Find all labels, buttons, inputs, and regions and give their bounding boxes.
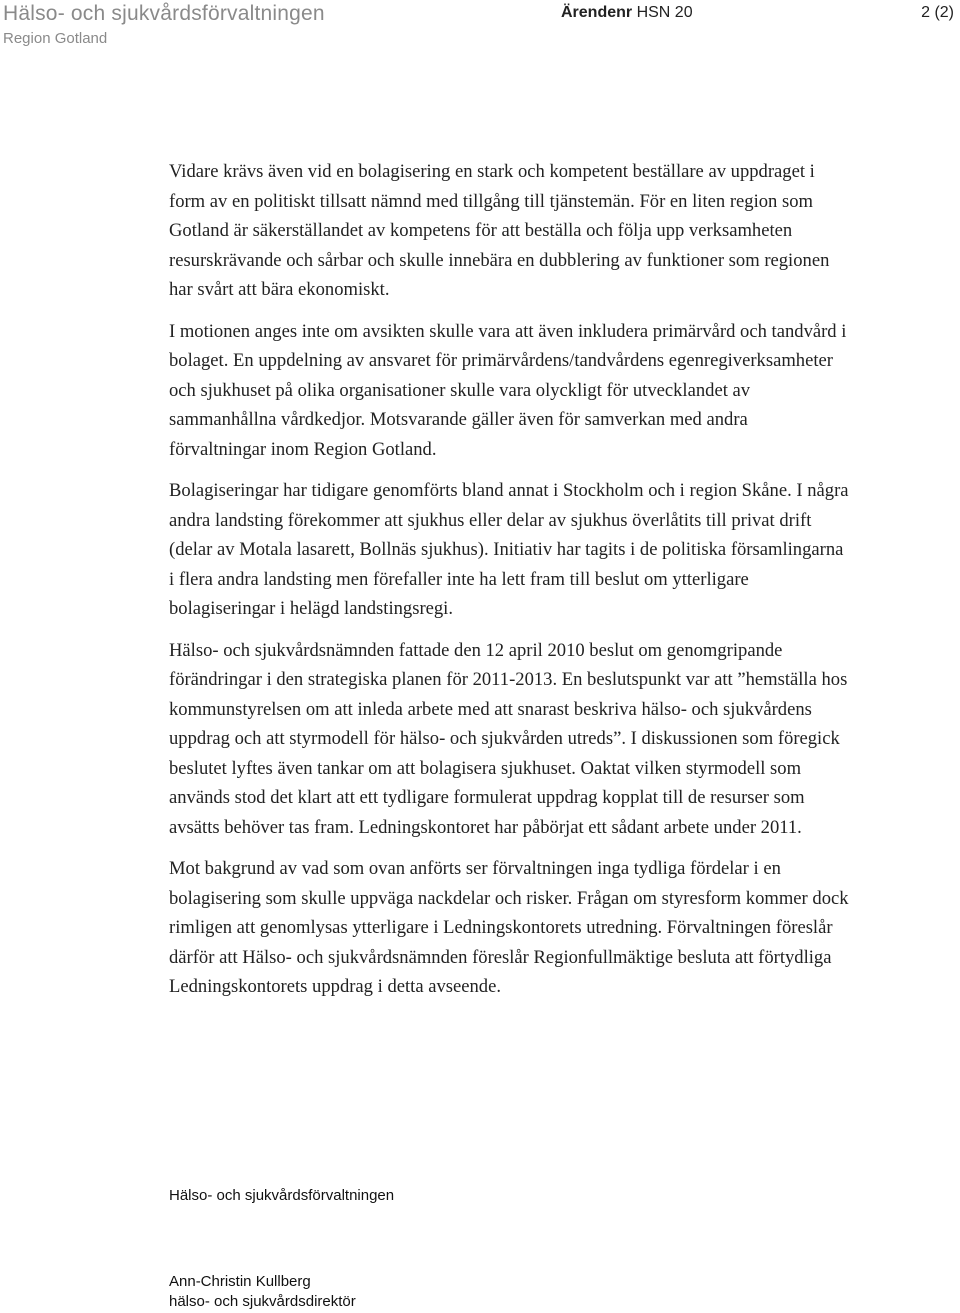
page-number: 2 (2) bbox=[921, 4, 954, 21]
header-region: Region Gotland bbox=[3, 30, 108, 47]
paragraph: Bolagiseringar har tidigare genomförts bland annat i Stockholm och i region Skåne. I några andra landsting förekommer att sjukhus eller delar av sjukhus överlåtits till privat drift (delar av Motala lasarett, Bollnäs sjukhus). Initiativ har tagits i de politiska församlingarna i flera andra landsting men förefaller inte ha lett fram till beslut om ytterligare bolagiseringar i helägd landstingsregi. bbox=[169, 480, 849, 619]
header-organization: Hälso- och sjukvårdsförvaltningen bbox=[3, 2, 325, 25]
paragraph: Vidare krävs även vid en bolagisering en stark och kompetent beställare av uppdraget i form av en politiskt tillsatt nämnd med tillgång till tjänstemän. För en liten region som Gotland är säkerställandet av kompetens för att beställa och följa upp verksamheten resurskrävande och sårbar och skulle innebära en dubblering av funktioner som regionen har svårt att bära ekonomiskt. bbox=[169, 161, 830, 300]
case-number bbox=[561, 4, 693, 22]
signature-organization: Hälso- och sjukvårdsförvaltningen bbox=[169, 1187, 395, 1204]
case-number-label: Ärendenr bbox=[561, 4, 633, 21]
case-number-value: HSN 20 bbox=[636, 4, 693, 21]
signature-name: Ann-Christin Kullberg bbox=[169, 1273, 311, 1290]
document-body bbox=[169, 157, 849, 1014]
paragraph: Hälso- och sjukvårdsnämnden fattade den 12 april 2010 beslut om genomgripande förändringar i den strategiska planen för 2011-2013. En beslutspunkt var att ”hemställa hos kommunstyrelsen om att inleda arbete med att snarast beskriva hälso- och sjukvårdens uppdrag och att styrmodell för hälso- och sjukvården utreds”. I diskussionen som föregick beslutet lyftes även tankar om att bolagisera sjukhuset. Oaktat vilken styrmodell som används stod det klart att ett tydligare formulerat uppdrag kopplat till de resurser som avsätts behöver tas fram. Ledningskontoret har påbörjat ett sådant arbete under 2011. bbox=[169, 639, 848, 838]
paragraph: I motionen anges inte om avsikten skulle vara att även inkludera primärvård och tandvård i bolaget. En uppdelning av ansvaret för primärvårdens/tandvårdens egenregiverksamheter och sjukhuset på olika organisationer skulle vara olyckligt för utvecklandet av sammanhållna vårdkedjor. Motsvarande gäller även för samverkan med andra förvaltningar inom Region Gotland. bbox=[169, 320, 847, 460]
paragraph: Mot bakgrund av vad som ovan anförts ser förvaltningen inga tydliga fördelar i en bolagisering som skulle uppväga nackdelar och risker. Frågan om styresform kommer dock rimligen att genomlysas ytterligare i Ledningskontorets utredning. Förvaltningen föreslår därför att Hälso- och sjukvårdsnämnden föreslår Regionfullmäktige besluta att förtydliga Ledningskontorets uppdrag i detta avseende. bbox=[169, 858, 849, 997]
signature-title: hälso- och sjukvårdsdirektör bbox=[169, 1293, 356, 1310]
